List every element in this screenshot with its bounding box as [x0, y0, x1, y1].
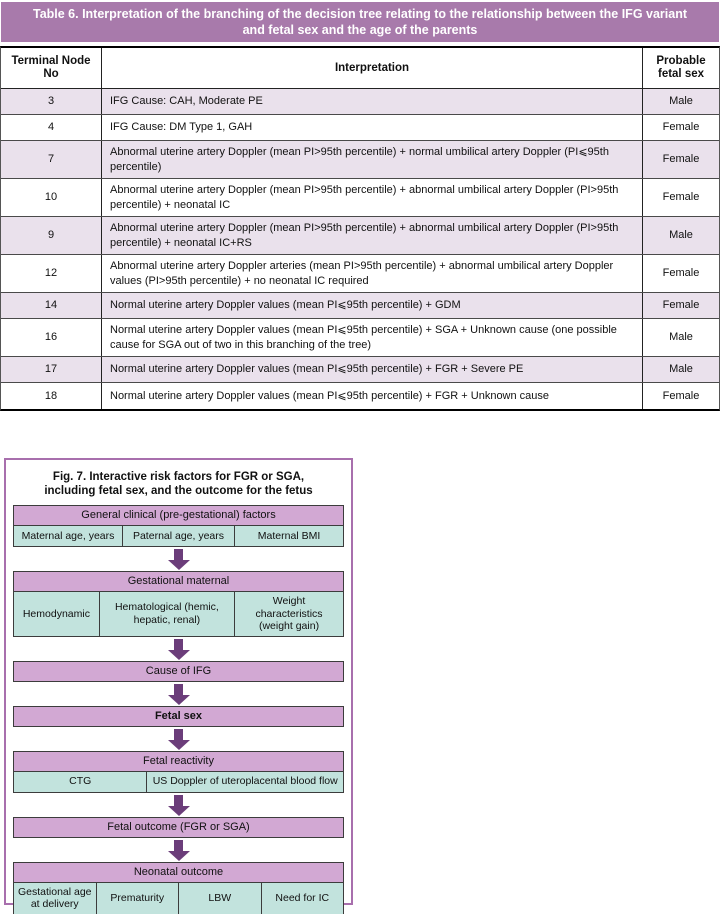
down-arrow-icon: [168, 729, 190, 750]
arrow-head: [168, 695, 190, 705]
flow-block: [13, 817, 344, 838]
table-row: [1, 89, 719, 115]
flow-block-header: General clinical (pre-gestational) factors: [13, 505, 344, 526]
fetal-sex-cell: Female: [662, 299, 700, 311]
interpretation-cell: Abnormal uterine artery Doppler (mean PI>95th percentile) + abnormal umbilical artery Doppler (PI>95th percentile) + neonatal IC+RS: [102, 217, 643, 254]
fetal-sex-cell: Female: [662, 153, 700, 165]
flow-block-cells: [13, 772, 344, 793]
flow-block-header: Neonatal outcome: [13, 862, 344, 883]
table-row: [1, 357, 719, 383]
column-header-interpretation: Interpretation: [102, 48, 643, 88]
table-header-row: [1, 48, 719, 89]
flow-block-header: Fetal sex: [13, 706, 344, 727]
flow-block: [13, 505, 344, 547]
flow-cell: Hemodynamic: [13, 592, 100, 637]
flow-block: [13, 751, 344, 793]
arrow-shaft: [174, 639, 183, 650]
interpretation-cell: Normal uterine artery Doppler values (mean PI⩽95th percentile) + FGR + Severe PE: [102, 357, 643, 382]
arrow-head: [168, 806, 190, 816]
fetal-sex-cell: Male: [669, 363, 693, 375]
down-arrow-icon: [168, 795, 190, 816]
column-header-fetal-sex: Probable fetal sex: [656, 55, 706, 80]
flow-block-cells: [13, 526, 344, 547]
flow-block-cells: [13, 592, 344, 637]
table-body: [1, 89, 719, 409]
table-row: [1, 293, 719, 319]
fetal-sex-cell: Male: [669, 95, 693, 107]
flow-cell: Prematurity: [96, 883, 180, 914]
terminal-node-cell: 7: [1, 141, 102, 178]
terminal-node-cell: 18: [1, 383, 102, 409]
table-row: [1, 179, 719, 217]
arrow-head: [168, 560, 190, 570]
flow-cell: Gestational age at delivery: [13, 883, 97, 914]
figure-title-line-2: including fetal sex, and the outcome for the fetus: [44, 485, 313, 497]
table-row: [1, 115, 719, 141]
terminal-node-cell: 10: [1, 179, 102, 216]
flow-cell: Hematological (hemic, hepatic, renal): [99, 592, 235, 637]
flow-cell: Need for IC: [261, 883, 345, 914]
interpretation-cell: IFG Cause: DM Type 1, GAH: [102, 115, 643, 140]
arrow-shaft: [174, 549, 183, 560]
flow-block: [13, 862, 344, 914]
fetal-sex-cell: Female: [662, 191, 700, 203]
flow-cell: Maternal BMI: [234, 526, 344, 547]
flow-block-header: Cause of IFG: [13, 661, 344, 682]
table-row: [1, 319, 719, 357]
table-row: [1, 141, 719, 179]
fetal-sex-cell: Female: [662, 267, 700, 279]
figure-7-panel: [4, 458, 353, 910]
terminal-node-cell: 12: [1, 255, 102, 292]
table-row: [1, 255, 719, 293]
figure-flow: [13, 505, 344, 914]
table-row: [1, 217, 719, 255]
flow-cell: CTG: [13, 772, 147, 793]
table: [0, 46, 720, 411]
figure-title: [13, 470, 344, 498]
arrow-shaft: [174, 840, 183, 851]
interpretation-cell: Abnormal uterine artery Doppler (mean PI>95th percentile) + abnormal umbilical artery Doppler (PI>95th percentile) + neonatal IC: [102, 179, 643, 216]
table-row: [1, 383, 719, 409]
table-title: Table 6. Interpretation of the branching of the decision tree relating to the relationship between the IFG variant and fetal sex and the age of the parents: [1, 2, 719, 42]
flow-block: [13, 661, 344, 682]
terminal-node-cell: 3: [1, 89, 102, 114]
down-arrow-icon: [168, 549, 190, 570]
interpretation-cell: Normal uterine artery Doppler values (mean PI⩽95th percentile) + GDM: [102, 293, 643, 318]
down-arrow-icon: [168, 840, 190, 861]
fetal-sex-cell: Male: [669, 331, 693, 343]
terminal-node-cell: 4: [1, 115, 102, 140]
fetal-sex-cell: Female: [662, 121, 700, 133]
terminal-node-cell: 14: [1, 293, 102, 318]
down-arrow-icon: [168, 684, 190, 705]
arrow-head: [168, 740, 190, 750]
arrow-shaft: [174, 684, 183, 695]
flow-cell: LBW: [178, 883, 262, 914]
down-arrow-icon: [168, 639, 190, 660]
figure-title-line-1: Fig. 7. Interactive risk factors for FGR or SGA,: [52, 471, 305, 483]
flow-cell: Maternal age, years: [13, 526, 123, 547]
flow-block: [13, 571, 344, 637]
arrow-shaft: [174, 795, 183, 806]
terminal-node-cell: 9: [1, 217, 102, 254]
arrow-shaft: [174, 729, 183, 740]
arrow-head: [168, 851, 190, 861]
flow-cell: US Doppler of uteroplacental blood flow: [146, 772, 344, 793]
flow-block-header: Fetal reactivity: [13, 751, 344, 772]
fetal-sex-cell: Female: [662, 389, 700, 402]
arrow-head: [168, 650, 190, 660]
flow-block: [13, 706, 344, 727]
column-header-terminal-node: Terminal Node No: [1, 48, 102, 88]
fetal-sex-cell: Male: [669, 229, 693, 241]
interpretation-cell: Abnormal uterine artery Doppler (mean PI>95th percentile) + normal umbilical artery Doppler (PI⩽95th percentile): [102, 141, 643, 178]
terminal-node-cell: 17: [1, 357, 102, 382]
flow-cell: Weight characteristics (weight gain): [234, 592, 344, 637]
interpretation-cell: IFG Cause: CAH, Moderate PE: [102, 89, 643, 114]
flow-block-header: Fetal outcome (FGR or SGA): [13, 817, 344, 838]
interpretation-cell: Abnormal uterine artery Doppler arteries (mean PI>95th percentile) + abnormal umbilical artery Doppler values (PI>95th percentile) + no neonatal IC required: [102, 255, 643, 292]
terminal-node-cell: 16: [1, 319, 102, 356]
flow-block-header: Gestational maternal: [13, 571, 344, 592]
interpretation-cell: Normal uterine artery Doppler values (mean PI⩽95th percentile) + FGR + Unknown cause: [102, 383, 643, 409]
flow-cell: Paternal age, years: [122, 526, 235, 547]
flow-block-cells: [13, 883, 344, 914]
interpretation-cell: Normal uterine artery Doppler values (mean PI⩽95th percentile) + SGA + Unknown cause (one possible cause for SGA out of two in this branching of the tree): [102, 319, 643, 356]
